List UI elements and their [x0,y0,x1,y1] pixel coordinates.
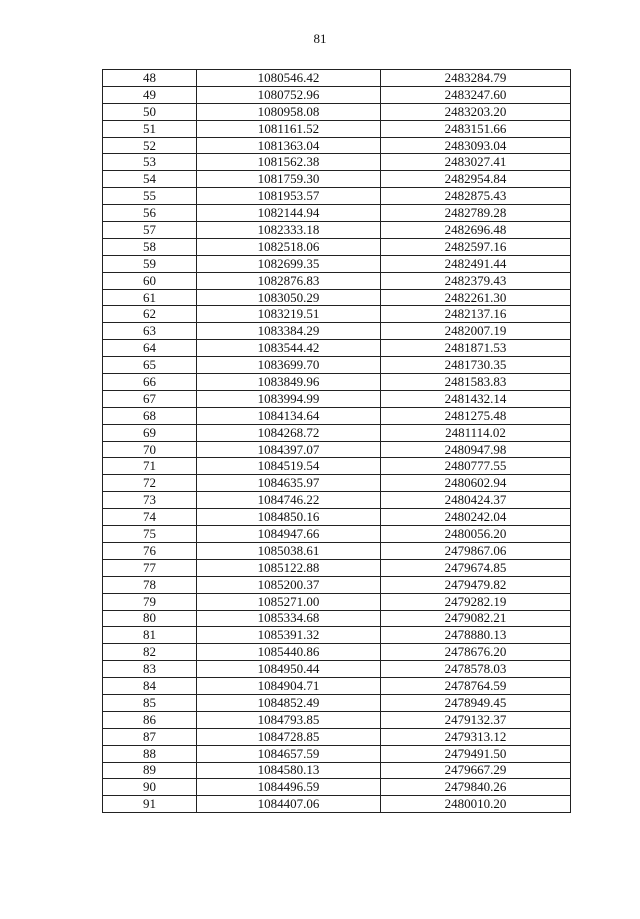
point-number-cell: 52 [103,137,197,154]
y-coordinate-cell: 2483093.04 [381,137,571,154]
point-number-cell: 53 [103,154,197,171]
coordinate-table-body [103,70,571,813]
table-row [103,238,571,255]
x-coordinate-cell: 1082144.94 [197,205,381,222]
x-coordinate-cell: 1084950.44 [197,661,381,678]
y-coordinate-cell: 2480010.20 [381,796,571,813]
y-coordinate-cell: 2483247.60 [381,86,571,103]
point-number-cell: 88 [103,745,197,762]
y-coordinate-cell: 2481730.35 [381,357,571,374]
table-row [103,424,571,441]
y-coordinate-cell: 2480242.04 [381,509,571,526]
table-row [103,542,571,559]
table-row [103,661,571,678]
x-coordinate-cell: 1085038.61 [197,542,381,559]
point-number-cell: 73 [103,492,197,509]
x-coordinate-cell: 1084852.49 [197,694,381,711]
x-coordinate-cell: 1084947.66 [197,526,381,543]
table-row [103,306,571,323]
point-number-cell: 77 [103,559,197,576]
y-coordinate-cell: 2480056.20 [381,526,571,543]
point-number-cell: 64 [103,340,197,357]
y-coordinate-cell: 2482007.19 [381,323,571,340]
x-coordinate-cell: 1084850.16 [197,509,381,526]
point-number-cell: 57 [103,222,197,239]
x-coordinate-cell: 1084904.71 [197,678,381,695]
point-number-cell: 61 [103,289,197,306]
y-coordinate-cell: 2481114.02 [381,424,571,441]
table-row [103,154,571,171]
point-number-cell: 63 [103,323,197,340]
table-row [103,627,571,644]
table-row [103,762,571,779]
table-row [103,711,571,728]
y-coordinate-cell: 2479313.12 [381,728,571,745]
x-coordinate-cell: 1085334.68 [197,610,381,627]
x-coordinate-cell: 1084397.07 [197,441,381,458]
table-row [103,745,571,762]
point-number-cell: 67 [103,390,197,407]
point-number-cell: 84 [103,678,197,695]
table-row [103,526,571,543]
x-coordinate-cell: 1080958.08 [197,103,381,120]
point-number-cell: 81 [103,627,197,644]
x-coordinate-cell: 1083544.42 [197,340,381,357]
table-row [103,576,571,593]
x-coordinate-cell: 1080752.96 [197,86,381,103]
x-coordinate-cell: 1084635.97 [197,475,381,492]
point-number-cell: 78 [103,576,197,593]
point-number-cell: 65 [103,357,197,374]
y-coordinate-cell: 2482261.30 [381,289,571,306]
point-number-cell: 76 [103,542,197,559]
table-row [103,323,571,340]
coordinate-table [102,69,571,813]
table-row [103,728,571,745]
point-number-cell: 80 [103,610,197,627]
x-coordinate-cell: 1083994.99 [197,390,381,407]
table-row [103,272,571,289]
table-row [103,779,571,796]
point-number-cell: 48 [103,70,197,87]
point-number-cell: 72 [103,475,197,492]
table-row [103,137,571,154]
y-coordinate-cell: 2480947.98 [381,441,571,458]
point-number-cell: 59 [103,255,197,272]
table-row [103,374,571,391]
y-coordinate-cell: 2479479.82 [381,576,571,593]
x-coordinate-cell: 1083849.96 [197,374,381,391]
y-coordinate-cell: 2479667.29 [381,762,571,779]
x-coordinate-cell: 1084519.54 [197,458,381,475]
point-number-cell: 49 [103,86,197,103]
x-coordinate-cell: 1083699.70 [197,357,381,374]
table-row [103,407,571,424]
y-coordinate-cell: 2479082.21 [381,610,571,627]
x-coordinate-cell: 1080546.42 [197,70,381,87]
table-row [103,475,571,492]
x-coordinate-cell: 1081363.04 [197,137,381,154]
x-coordinate-cell: 1084268.72 [197,424,381,441]
point-number-cell: 87 [103,728,197,745]
point-number-cell: 68 [103,407,197,424]
y-coordinate-cell: 2479491.50 [381,745,571,762]
table-row [103,458,571,475]
y-coordinate-cell: 2479132.37 [381,711,571,728]
x-coordinate-cell: 1085122.88 [197,559,381,576]
table-row [103,390,571,407]
x-coordinate-cell: 1084407.06 [197,796,381,813]
x-coordinate-cell: 1085271.00 [197,593,381,610]
table-row [103,255,571,272]
table-row [103,593,571,610]
x-coordinate-cell: 1084134.64 [197,407,381,424]
x-coordinate-cell: 1083384.29 [197,323,381,340]
table-row [103,289,571,306]
x-coordinate-cell: 1084580.13 [197,762,381,779]
point-number-cell: 71 [103,458,197,475]
table-row [103,509,571,526]
y-coordinate-cell: 2480602.94 [381,475,571,492]
x-coordinate-cell: 1081953.57 [197,188,381,205]
point-number-cell: 74 [103,509,197,526]
point-number-cell: 70 [103,441,197,458]
y-coordinate-cell: 2481275.48 [381,407,571,424]
point-number-cell: 79 [103,593,197,610]
x-coordinate-cell: 1084657.59 [197,745,381,762]
x-coordinate-cell: 1081161.52 [197,120,381,137]
point-number-cell: 89 [103,762,197,779]
table-row [103,86,571,103]
point-number-cell: 90 [103,779,197,796]
point-number-cell: 85 [103,694,197,711]
table-row [103,644,571,661]
x-coordinate-cell: 1084746.22 [197,492,381,509]
y-coordinate-cell: 2482789.28 [381,205,571,222]
y-coordinate-cell: 2482875.43 [381,188,571,205]
y-coordinate-cell: 2482491.44 [381,255,571,272]
point-number-cell: 69 [103,424,197,441]
x-coordinate-cell: 1082518.06 [197,238,381,255]
table-row [103,559,571,576]
y-coordinate-cell: 2478764.59 [381,678,571,695]
table-row [103,796,571,813]
point-number-cell: 55 [103,188,197,205]
y-coordinate-cell: 2481432.14 [381,390,571,407]
y-coordinate-cell: 2482379.43 [381,272,571,289]
x-coordinate-cell: 1085440.86 [197,644,381,661]
y-coordinate-cell: 2482597.16 [381,238,571,255]
table-row [103,678,571,695]
point-number-cell: 82 [103,644,197,661]
point-number-cell: 66 [103,374,197,391]
table-row [103,103,571,120]
point-number-cell: 75 [103,526,197,543]
y-coordinate-cell: 2478880.13 [381,627,571,644]
page-number: 81 [313,31,327,46]
point-number-cell: 58 [103,238,197,255]
point-number-cell: 91 [103,796,197,813]
y-coordinate-cell: 2480424.37 [381,492,571,509]
x-coordinate-cell: 1083050.29 [197,289,381,306]
point-number-cell: 51 [103,120,197,137]
point-number-cell: 62 [103,306,197,323]
table-row [103,340,571,357]
x-coordinate-cell: 1084496.59 [197,779,381,796]
table-row [103,610,571,627]
point-number-cell: 54 [103,171,197,188]
table-row [103,188,571,205]
table-row [103,222,571,239]
point-number-cell: 50 [103,103,197,120]
y-coordinate-cell: 2479840.26 [381,779,571,796]
x-coordinate-cell: 1083219.51 [197,306,381,323]
table-row [103,205,571,222]
table-row [103,492,571,509]
y-coordinate-cell: 2478676.20 [381,644,571,661]
y-coordinate-cell: 2483284.79 [381,70,571,87]
y-coordinate-cell: 2478578.03 [381,661,571,678]
y-coordinate-cell: 2483203.20 [381,103,571,120]
y-coordinate-cell: 2479282.19 [381,593,571,610]
table-row [103,171,571,188]
x-coordinate-cell: 1081759.30 [197,171,381,188]
table-row [103,357,571,374]
x-coordinate-cell: 1082333.18 [197,222,381,239]
y-coordinate-cell: 2482137.16 [381,306,571,323]
y-coordinate-cell: 2479674.85 [381,559,571,576]
y-coordinate-cell: 2481583.83 [381,374,571,391]
y-coordinate-cell: 2479867.06 [381,542,571,559]
point-number-cell: 56 [103,205,197,222]
table-row [103,70,571,87]
point-number-cell: 60 [103,272,197,289]
y-coordinate-cell: 2482696.48 [381,222,571,239]
y-coordinate-cell: 2480777.55 [381,458,571,475]
table-row [103,694,571,711]
x-coordinate-cell: 1081562.38 [197,154,381,171]
y-coordinate-cell: 2478949.45 [381,694,571,711]
point-number-cell: 86 [103,711,197,728]
x-coordinate-cell: 1084793.85 [197,711,381,728]
x-coordinate-cell: 1085391.32 [197,627,381,644]
table-row [103,441,571,458]
y-coordinate-cell: 2482954.84 [381,171,571,188]
x-coordinate-cell: 1085200.37 [197,576,381,593]
x-coordinate-cell: 1082876.83 [197,272,381,289]
x-coordinate-cell: 1082699.35 [197,255,381,272]
y-coordinate-cell: 2483151.66 [381,120,571,137]
y-coordinate-cell: 2483027.41 [381,154,571,171]
y-coordinate-cell: 2481871.53 [381,340,571,357]
x-coordinate-cell: 1084728.85 [197,728,381,745]
point-number-cell: 83 [103,661,197,678]
table-row [103,120,571,137]
